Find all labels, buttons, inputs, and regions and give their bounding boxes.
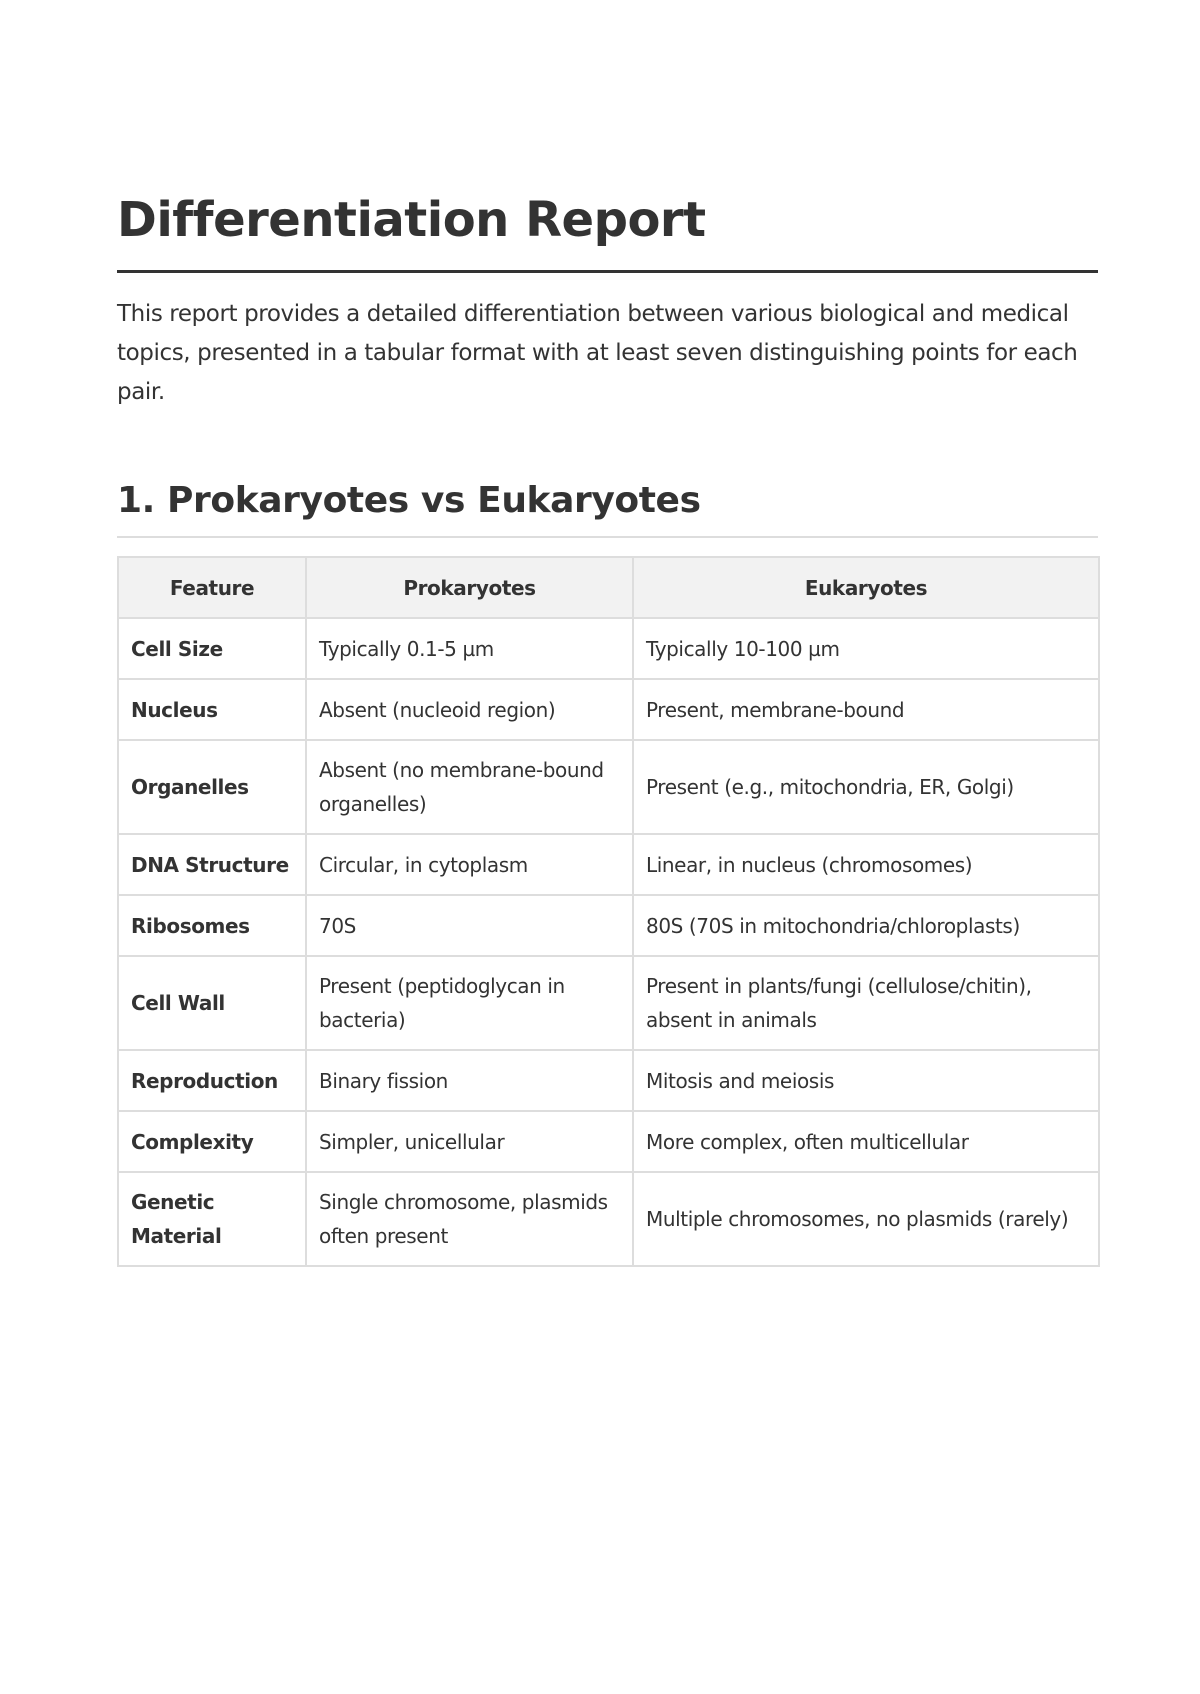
table-row bbox=[118, 834, 1099, 895]
intro-paragraph: This report provides a detailed differentiation between various biological and medical topics, presented in a tabular format with at least seven distinguishing points for each pair. bbox=[117, 301, 1078, 405]
prokaryotes-cell: Circular, in cytoplasm bbox=[306, 834, 633, 895]
feature-cell: Ribosomes bbox=[118, 895, 306, 956]
comparison-table bbox=[117, 556, 1100, 1267]
document-content bbox=[117, 190, 1098, 1267]
prokaryotes-cell: 70S bbox=[306, 895, 633, 956]
prokaryotes-cell: Present (peptidoglycan in bacteria) bbox=[306, 956, 633, 1050]
prokaryotes-cell: Absent (nucleoid region) bbox=[306, 679, 633, 740]
feature-cell: Nucleus bbox=[118, 679, 306, 740]
table-row bbox=[118, 618, 1099, 679]
table-row bbox=[118, 1172, 1099, 1266]
eukaryotes-cell: Present (e.g., mitochondria, ER, Golgi) bbox=[633, 740, 1099, 834]
header-feature: Feature bbox=[118, 557, 306, 618]
feature-cell: Genetic Material bbox=[118, 1172, 306, 1266]
table-header-row bbox=[118, 557, 1099, 618]
page-title: Differentiation Report bbox=[117, 190, 1098, 273]
feature-cell: Cell Size bbox=[118, 618, 306, 679]
table-row bbox=[118, 956, 1099, 1050]
eukaryotes-cell: 80S (70S in mitochondria/chloroplasts) bbox=[633, 895, 1099, 956]
feature-cell: Complexity bbox=[118, 1111, 306, 1172]
feature-cell: DNA Structure bbox=[118, 834, 306, 895]
table-row bbox=[118, 895, 1099, 956]
feature-cell: Cell Wall bbox=[118, 956, 306, 1050]
eukaryotes-cell: Mitosis and meiosis bbox=[633, 1050, 1099, 1111]
table-row bbox=[118, 1050, 1099, 1111]
section-heading: 1. Prokaryotes vs Eukaryotes bbox=[117, 478, 1098, 538]
feature-cell: Organelles bbox=[118, 740, 306, 834]
eukaryotes-cell: More complex, often multicellular bbox=[633, 1111, 1099, 1172]
prokaryotes-cell: Absent (no membrane-bound organelles) bbox=[306, 740, 633, 834]
eukaryotes-cell: Present in plants/fungi (cellulose/chitin), absent in animals bbox=[633, 956, 1099, 1050]
eukaryotes-cell: Linear, in nucleus (chromosomes) bbox=[633, 834, 1099, 895]
header-eukaryotes: Eukaryotes bbox=[633, 557, 1099, 618]
header-prokaryotes: Prokaryotes bbox=[306, 557, 633, 618]
table-row bbox=[118, 1111, 1099, 1172]
prokaryotes-cell: Binary fission bbox=[306, 1050, 633, 1111]
prokaryotes-cell: Simpler, unicellular bbox=[306, 1111, 633, 1172]
prokaryotes-cell: Typically 0.1-5 µm bbox=[306, 618, 633, 679]
eukaryotes-cell: Present, membrane-bound bbox=[633, 679, 1099, 740]
eukaryotes-cell: Typically 10-100 µm bbox=[633, 618, 1099, 679]
prokaryotes-cell: Single chromosome, plasmids often present bbox=[306, 1172, 633, 1266]
eukaryotes-cell: Multiple chromosomes, no plasmids (rarely) bbox=[633, 1172, 1099, 1266]
table-row bbox=[118, 740, 1099, 834]
feature-cell: Reproduction bbox=[118, 1050, 306, 1111]
table-row bbox=[118, 679, 1099, 740]
